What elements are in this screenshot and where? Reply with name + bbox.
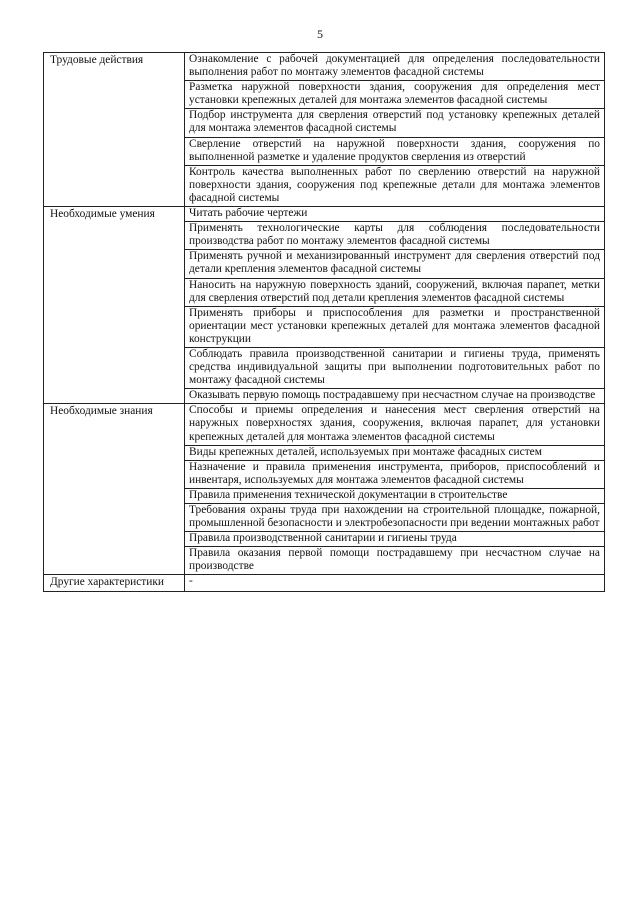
row-item: Применять ручной и механизированный инструмент для сверления отверстий под детали крепления элементов фасадной системы	[185, 250, 605, 278]
row-item: Назначение и правила применения инструмента, приборов, приспособлений и инвентаря, используемых для монтажа элементов фасадной системы	[185, 460, 605, 488]
table-row	[44, 575, 605, 591]
row-item: Контроль качества выполненных работ по сверлению отверстий на наружной поверхности здания, сооружения под крепежные детали для монтажа элементов фасадной системы	[185, 165, 605, 206]
row-label: Другие характеристики	[44, 575, 185, 591]
page-number: 5	[317, 27, 323, 41]
row-item: Подбор инструмента для сверления отверстий под установку крепежных деталей для монтажа элементов фасадной системы	[185, 109, 605, 137]
row-item: Сверление отверстий на наружной поверхности здания, сооружения по выполненной разметке и удаление продуктов сверления из отверстий	[185, 137, 605, 165]
row-label: Трудовые действия	[44, 53, 185, 207]
row-item: Ознакомление с рабочей документацией для определения последовательности выполнения работ по монтажу элементов фасадной системы	[185, 53, 605, 81]
row-item: Наносить на наружную поверхность зданий, сооружений, включая парапет, метки для сверления отверстий под детали крепления элементов фасадной системы	[185, 278, 605, 306]
table-row	[44, 207, 605, 222]
row-label: Необходимые умения	[44, 207, 185, 404]
row-item: -	[185, 575, 605, 591]
table-row	[44, 404, 605, 445]
row-item: Требования охраны труда при нахождении на строительной площадке, пожарной, промышленной безопасности и электробезопасности при ведении монтажных работ	[185, 504, 605, 532]
row-item: Правила производственной санитарии и гигиены труда	[185, 532, 605, 547]
row-item: Виды крепежных деталей, используемых при монтаже фасадных систем	[185, 445, 605, 460]
row-item: Разметка наружной поверхности здания, сооружения для определения мест установки крепежных деталей для монтажа элементов фасадной системы	[185, 81, 605, 109]
table-body	[44, 53, 605, 592]
row-label: Необходимые знания	[44, 404, 185, 575]
row-item: Применять технологические карты для соблюдения последовательности производства работ по монтажу элементов фасадной системы	[185, 222, 605, 250]
row-item: Способы и приемы определения и нанесения мест сверления отверстий на наружных поверхностях здания, сооружения, включая парапет, для установки крепежных деталей для монтажа элементов фасадной системы	[185, 404, 605, 445]
qualification-table	[43, 52, 605, 592]
row-item: Оказывать первую помощь пострадавшему при несчастном случае на производстве	[185, 389, 605, 404]
row-item: Применять приборы и приспособления для разметки и пространственной ориентации мест установки крепежных деталей для монтажа элементов фасадной конструкции	[185, 306, 605, 347]
row-item: Правила оказания первой помощи пострадавшему при несчастном случае на производстве	[185, 547, 605, 575]
table-row	[44, 53, 605, 81]
row-item: Читать рабочие чертежи	[185, 207, 605, 222]
row-item: Соблюдать правила производственной санитарии и гигиены труда, применять средства индивидуальной защиты при выполнении подготовительных работ по монтажу фасадной системы	[185, 347, 605, 388]
row-item: Правила применения технической документации в строительстве	[185, 488, 605, 503]
